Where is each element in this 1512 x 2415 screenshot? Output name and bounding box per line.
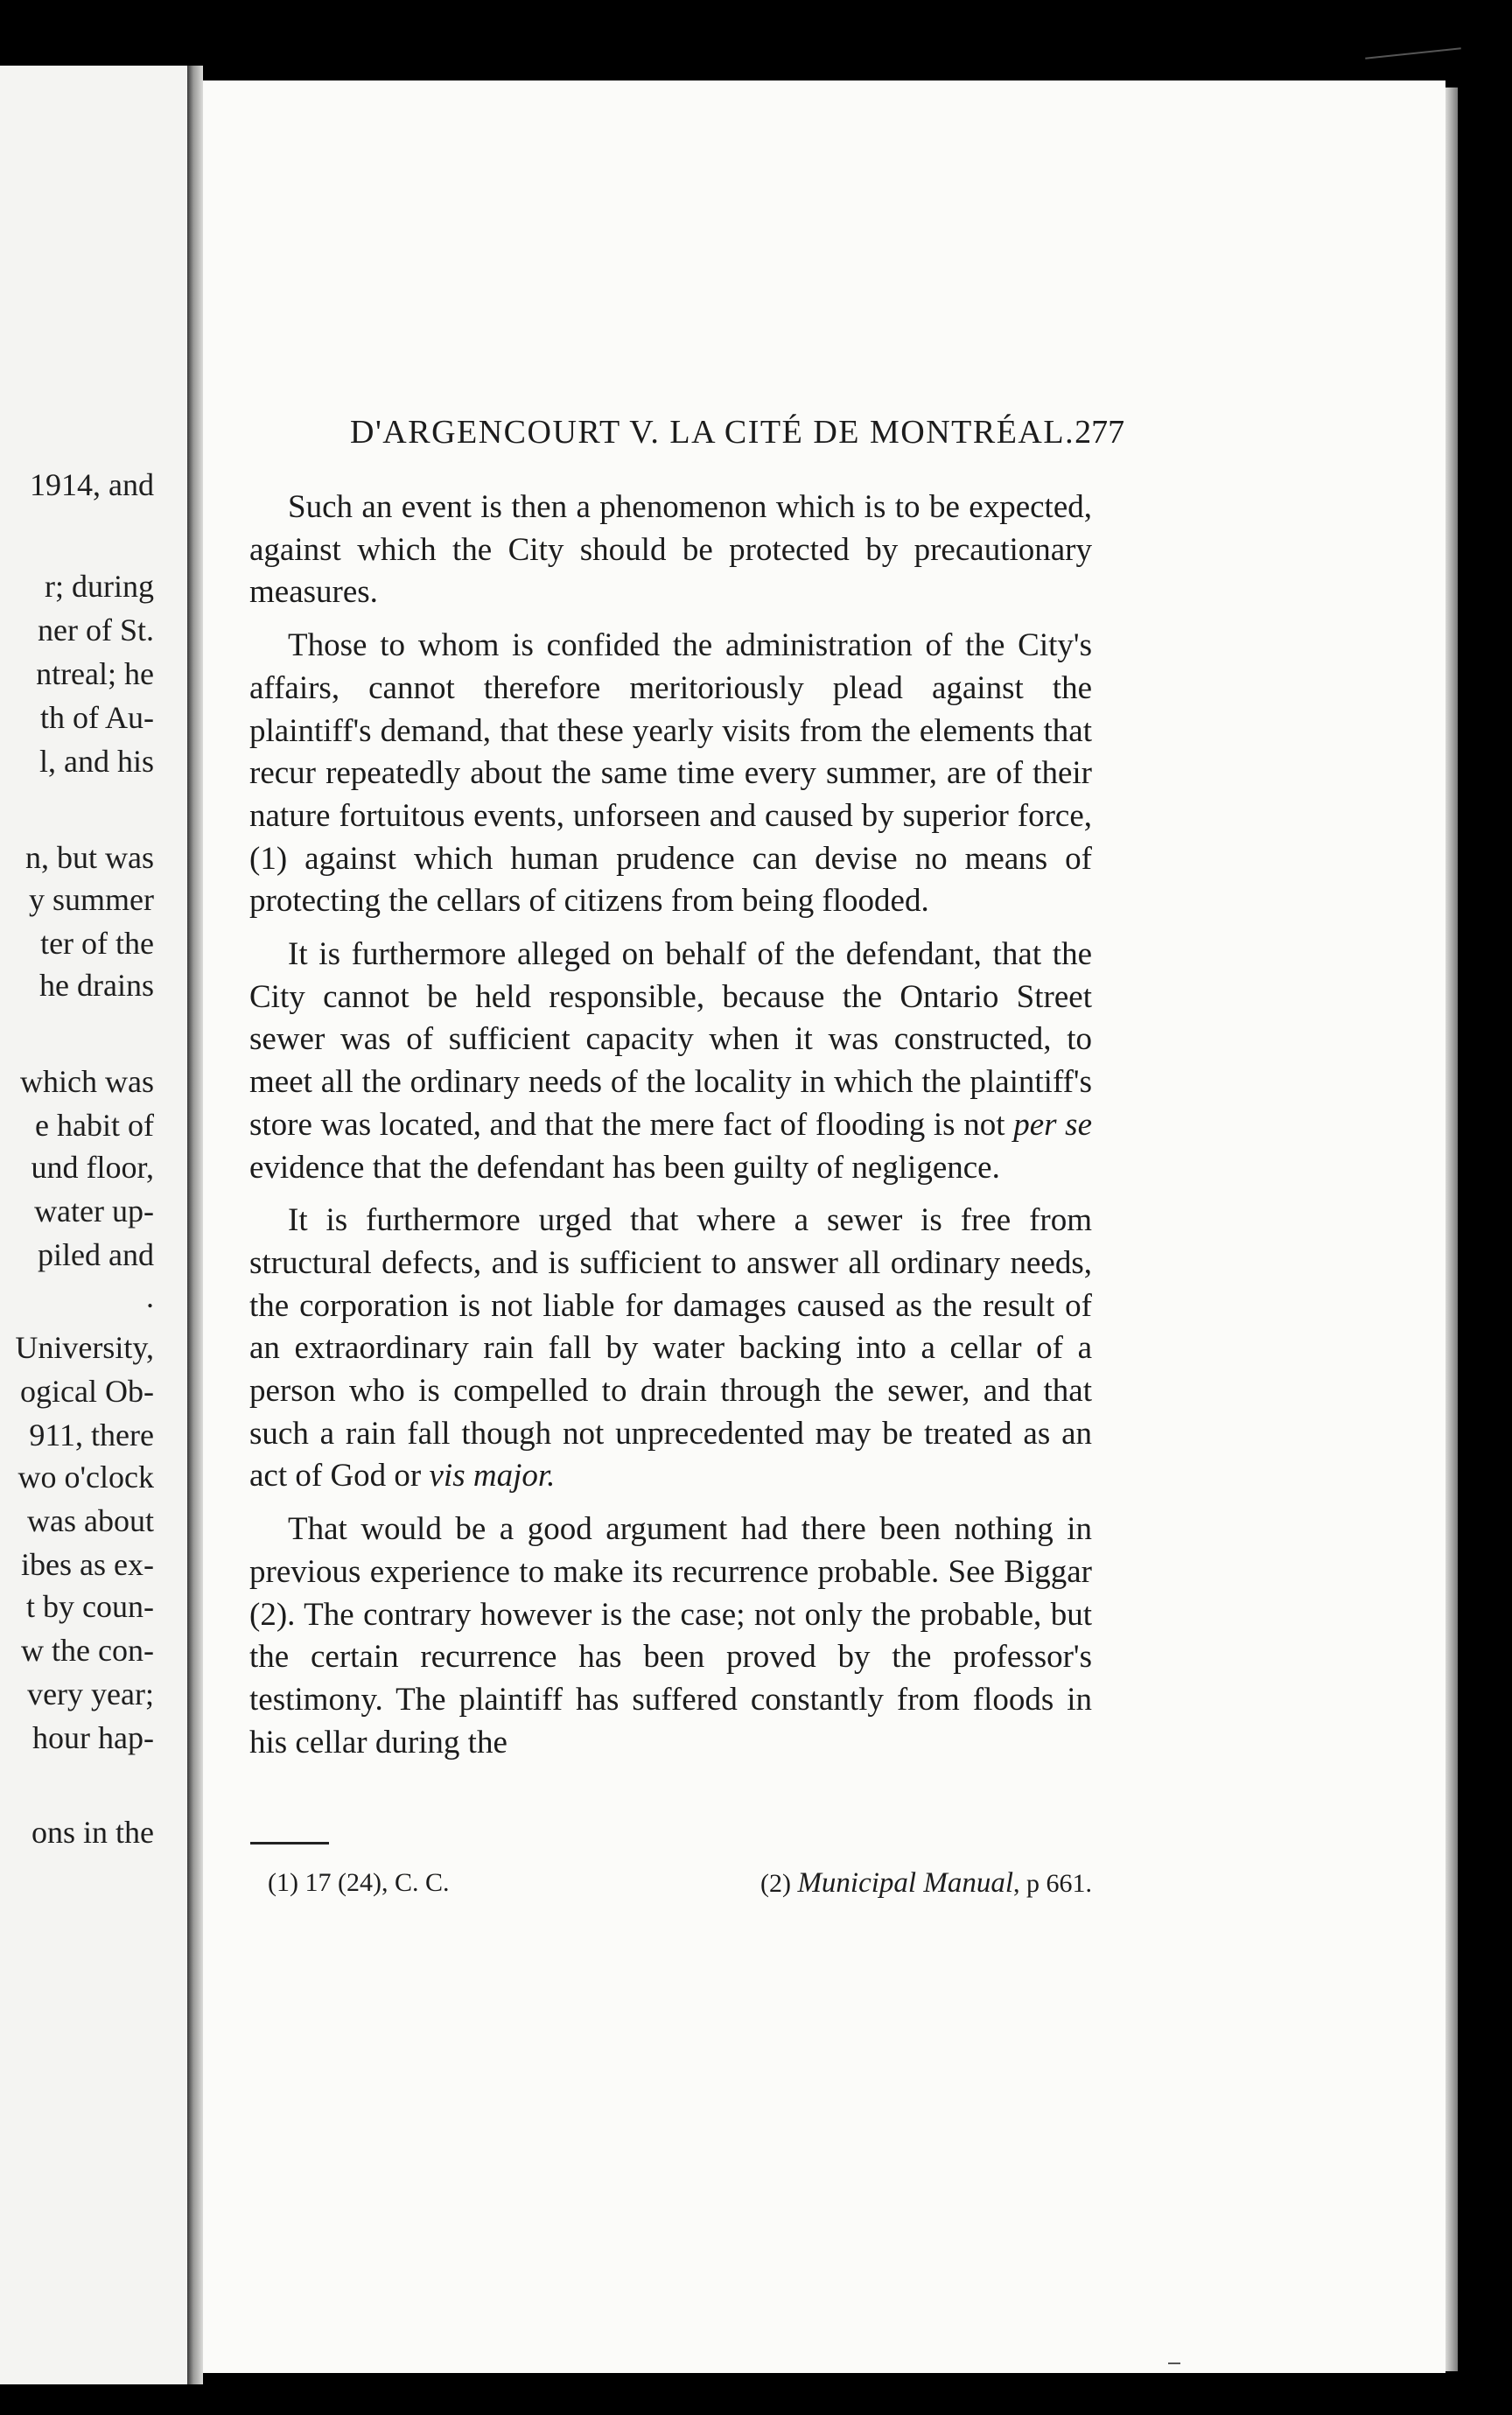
left-page-line: ntreal; he (36, 656, 154, 691)
paragraph-5: That would be a good argument had there been nothing in previous experience to make its recurrence probable. See Biggar (2). The contrary however is the case; not only the probable, but the certain recurrence has been proved by the professor's testimony. The plaintiff has suffered constantly from floods in his cellar during the (249, 1511, 1092, 1760)
left-page-line: t by coun- (26, 1589, 154, 1624)
paragraph-4-latin: vis major. (429, 1458, 556, 1494)
left-page-line: ogical Ob- (20, 1374, 154, 1409)
page-number: 277 (1074, 414, 1125, 451)
left-page-line: wo o'clock (18, 1460, 154, 1494)
footnote-2-title: Municipal Manual (797, 1867, 1013, 1899)
body-text (249, 486, 1092, 1774)
running-head (350, 413, 1125, 462)
left-page-line: University, (15, 1330, 154, 1365)
left-page-line: ibes as ex- (21, 1547, 154, 1582)
left-page-line: which was (20, 1064, 154, 1099)
left-page-line: hour hap- (32, 1720, 154, 1755)
left-page-line: water up- (34, 1194, 154, 1228)
left-page-line: n, but was (25, 840, 154, 875)
left-page-line: 1914, and (30, 467, 154, 502)
left-page-line: th of Au- (40, 700, 154, 735)
paragraph-3-text-a: It is furthermore alleged on behalf of the defendant, that the City cannot be held responsible, because the Ontario Street sewer was of sufficient capacity when it was constructed, to meet all the ordinary needs of the locality in which the plaintiff's store was located, and that the mere fact of flooding is not (249, 936, 1092, 1143)
left-page-line: piled and (38, 1237, 154, 1272)
left-page-line: e habit of (35, 1108, 154, 1143)
scan-mark (1365, 47, 1461, 59)
left-page-line: y summer (29, 882, 154, 917)
page-edge (1446, 88, 1458, 2371)
footnote-rule (250, 1842, 329, 1844)
left-page-line: 911, there (29, 1418, 154, 1452)
paragraph-3 (249, 934, 1092, 1189)
left-page-line: ner of St. (38, 612, 154, 648)
left-page-line: . (146, 1279, 154, 1314)
footnote-1: (1) 17 (24), C. C. (268, 1868, 450, 1897)
footnote-2 (760, 1864, 1092, 1903)
footnote-2-page: , p 661. (1013, 1869, 1092, 1898)
left-page-line: l, and his (39, 744, 154, 779)
footnotes (268, 1864, 1092, 1903)
left-page-line: ons in the (32, 1815, 154, 1850)
paragraph-4 (249, 1200, 1092, 1498)
footnote-2-number: (2) (760, 1869, 798, 1898)
left-page-line: ter of the (40, 926, 154, 961)
previous-page-strip (0, 66, 187, 2384)
left-page-line: und floor, (31, 1150, 154, 1185)
scan-mark (1168, 2362, 1180, 2364)
paragraph-1: Such an event is then a phenomenon which is to be expected, against which the City should be protected by precautionary measures. (249, 489, 1092, 611)
left-page-line: r; during (45, 569, 154, 604)
running-head-title: D'ARGENCOURT V. LA CITÉ DE MONTRÉAL. (350, 414, 1075, 451)
left-page-line: he drains (39, 968, 154, 1003)
left-page-line: w the con- (21, 1633, 154, 1668)
book-gutter (187, 66, 203, 2384)
paragraph-3-text-b: evidence that the defendant has been guilty of negligence. (249, 1149, 1000, 1186)
left-page-line: was about (27, 1503, 154, 1538)
paragraph-4-text: It is furthermore urged that where a sewer is free from structural defects, and is sufficient to answer all ordinary needs, the corporation is not liable for damages caused as the result of an extraordinary rain fall by water backing into a cellar of a person who is compelled to drain through the sewer, and that such a rain fall though not unprecedented may be treated as an act of God or (249, 1202, 1092, 1494)
paragraph-3-latin: per se (1013, 1106, 1092, 1143)
left-page-line: very year; (27, 1676, 154, 1712)
paragraph-2: Those to whom is confided the administration of the City's affairs, cannot therefore meritoriously plead against the plaintiff's demand, that these yearly visits from the elements that recur repeatedly about the same time every summer, are of their nature fortuitous events, unforseen and caused by superior force, (1) against which human prudence can devise no means of protecting the cellars of citizens from being flooded. (249, 627, 1092, 920)
